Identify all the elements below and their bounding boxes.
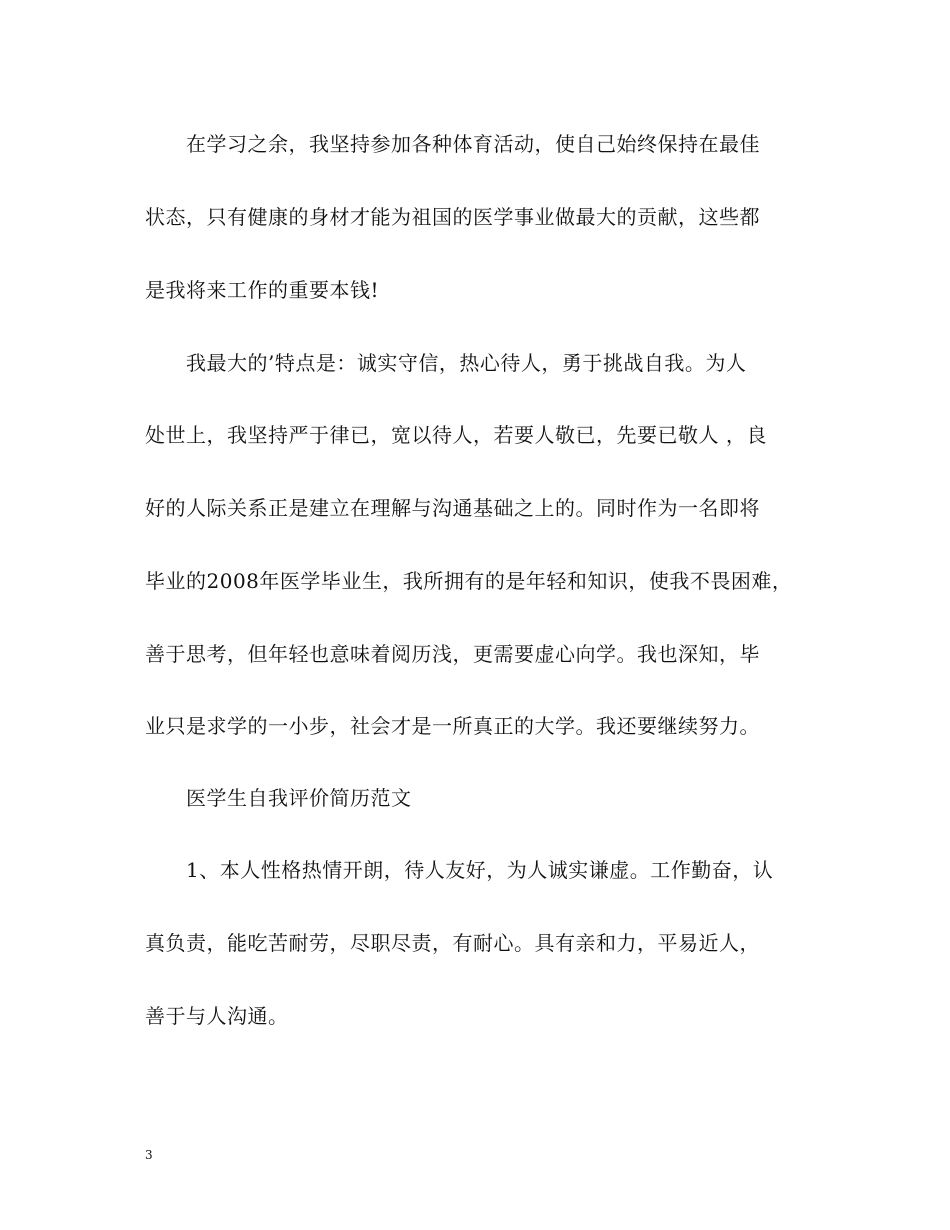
paragraph-line: 善于与人沟通。	[145, 1004, 289, 1028]
paragraph-line: 处世上，我坚持严于律已，宽以待人，若要人敬已，先要已敬人 ，良	[145, 423, 767, 447]
paragraph-line: 业只是求学的一小步，社会才是一所真正的大学。我还要继续努力。	[145, 714, 760, 738]
paragraph-line: 善于思考，但年轻也意味着阅历浅，更需要虚心向学。我也深知，毕	[145, 642, 760, 666]
paragraph-line: 好的人际关系正是建立在理解与沟通基础之上的。同时作为一名即将	[145, 496, 760, 520]
paragraph-line: 是我将来工作的重要本钱!	[145, 278, 380, 302]
page-number: 3	[145, 1148, 153, 1162]
paragraph-line: 状态，只有健康的身材才能为祖国的医学事业做最大的贡献，这些都	[145, 205, 760, 229]
paragraph-line: 我最大的’特点是：诚实守信，热心待人，勇于挑战自我。为人	[186, 351, 747, 375]
paragraph-line: 1、本人性格热情开朗，待人友好，为人诚实谦虚。工作勤奋，认	[186, 858, 774, 882]
paragraph-line: 在学习之余，我坚持参加各种体育活动，使自己始终保持在最佳	[186, 132, 760, 156]
paragraph-line: 真负责，能吃苦耐劳，尽职尽责，有耐心。具有亲和力，平易近人，	[145, 931, 760, 955]
section-heading: 医学生自我评价简历范文	[186, 786, 412, 810]
paragraph-line: 毕业的2008年医学毕业生，我所拥有的是年轻和知识，使我不畏困难，	[145, 569, 793, 593]
